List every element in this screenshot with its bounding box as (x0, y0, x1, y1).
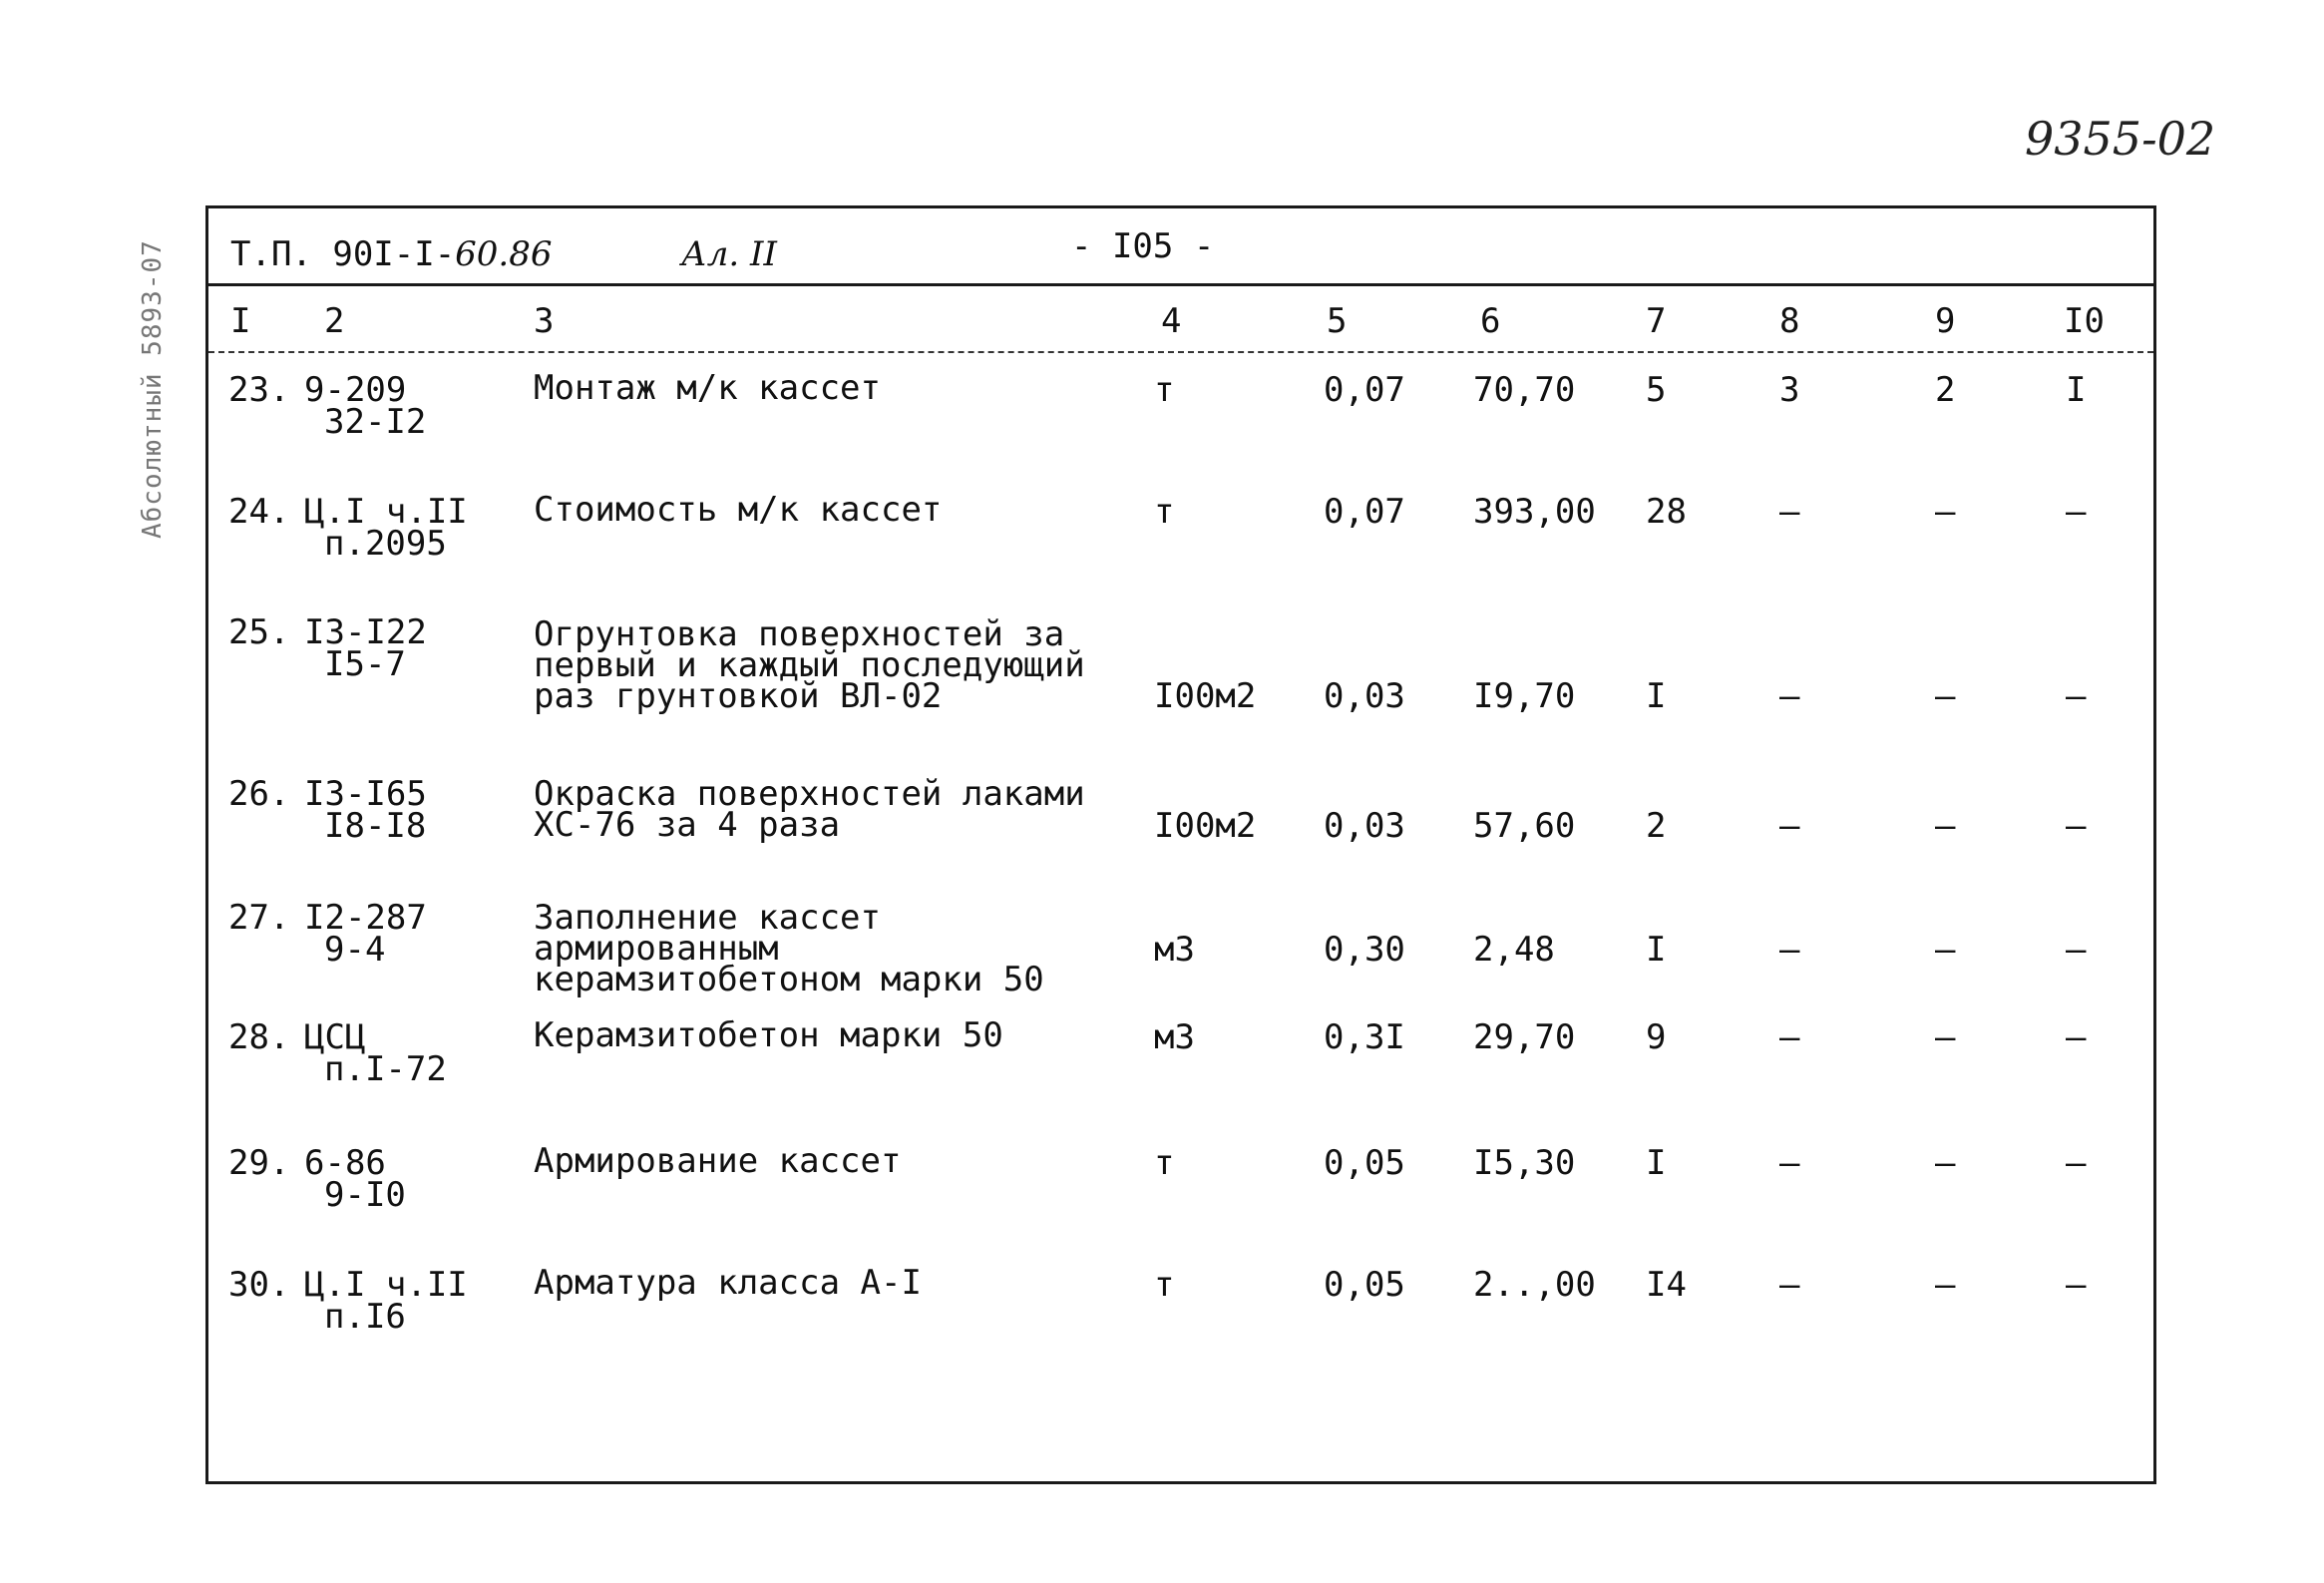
column-10-value: – (2066, 1265, 2087, 1305)
column-8-value: – (1779, 492, 1800, 532)
norm-subcode: I8-I8 (324, 806, 427, 846)
column-10-value: – (2066, 676, 2087, 716)
column-8-value: – (1779, 806, 1800, 846)
row-number: 24. (228, 492, 290, 532)
sheet-header (208, 208, 2153, 286)
column-9-value: – (1935, 806, 1956, 846)
margin-stamp (138, 219, 197, 579)
column-header: 4 (1161, 301, 1182, 341)
unit-price: I5,30 (1473, 1143, 1576, 1183)
column-header: 2 (324, 301, 345, 341)
unit-price: 29,70 (1473, 1017, 1576, 1057)
column-8-value: – (1779, 1265, 1800, 1305)
column-10-value: – (2066, 1143, 2087, 1183)
total-cost: I (1646, 676, 1667, 716)
column-8-value: – (1779, 1017, 1800, 1057)
row-number: 30. (228, 1265, 290, 1305)
norm-code: I2-287 (304, 898, 427, 938)
column-8-value: – (1779, 676, 1800, 716)
project-code-prefix: Т.П. 90І-І- (230, 234, 456, 274)
unit: т (1154, 1265, 1175, 1305)
column-10-value: – (2066, 492, 2087, 532)
unit-price: 2,48 (1473, 930, 1555, 970)
quantity: 0,3I (1324, 1017, 1405, 1057)
work-name: Стоимость м/к кассет (534, 490, 943, 530)
column-9-value: – (1935, 1143, 1956, 1183)
estimate-table-frame (205, 205, 2156, 1484)
column-9-value: 2 (1935, 370, 1956, 410)
column-header: 3 (534, 301, 555, 341)
column-header: 8 (1779, 301, 1800, 341)
row-number: 27. (228, 898, 290, 938)
unit: I00м2 (1154, 676, 1257, 716)
quantity: 0,07 (1324, 370, 1405, 410)
column-header: 9 (1935, 301, 1956, 341)
row-number: 25. (228, 612, 290, 652)
quantity: 0,30 (1324, 930, 1405, 970)
total-cost: I (1646, 930, 1667, 970)
norm-subcode: I5-7 (324, 644, 406, 684)
document-number: 9355-02 (2025, 112, 2216, 166)
row-number: 26. (228, 774, 290, 814)
column-8-value: 3 (1779, 370, 1800, 410)
norm-subcode: п.I-72 (324, 1049, 447, 1089)
unit: м3 (1154, 930, 1195, 970)
unit-price: 2..,00 (1473, 1265, 1596, 1305)
quantity: 0,03 (1324, 676, 1405, 716)
album-label: Ал. II (681, 234, 777, 274)
column-9-value: – (1935, 492, 1956, 532)
norm-subcode: п.2095 (324, 524, 447, 564)
unit-price: 70,70 (1473, 370, 1576, 410)
norm-subcode: 9-4 (324, 930, 386, 970)
total-cost: 28 (1646, 492, 1687, 532)
work-name: Заполнение кассет армированным керамзитобетоном марки 50 (534, 898, 1044, 999)
work-name: Арматура класса А-I (534, 1263, 922, 1303)
quantity: 0,07 (1324, 492, 1405, 532)
margin-stamp-text: Абсолютный 5893-07 (138, 239, 168, 539)
unit-price: I9,70 (1473, 676, 1576, 716)
work-name: Окраска поверхностей лаками ХС-76 за 4 раза (534, 774, 1085, 845)
row-number: 29. (228, 1143, 290, 1183)
total-cost: 2 (1646, 806, 1667, 846)
total-cost: I (1646, 1143, 1667, 1183)
column-9-value: – (1935, 676, 1956, 716)
norm-code: Ц.I ч.II (304, 1265, 468, 1305)
norm-code: 6-86 (304, 1143, 386, 1183)
page-number: - I05 - (1071, 226, 1215, 266)
work-name: Монтаж м/к кассет (534, 368, 881, 408)
column-10-value: – (2066, 806, 2087, 846)
unit: т (1154, 492, 1175, 532)
column-10-value: – (2066, 930, 2087, 970)
column-8-value: – (1779, 1143, 1800, 1183)
column-8-value: – (1779, 930, 1800, 970)
norm-code: Ц.I ч.II (304, 492, 468, 532)
quantity: 0,05 (1324, 1143, 1405, 1183)
column-header: 6 (1480, 301, 1501, 341)
row-number: 28. (228, 1017, 290, 1057)
row-number: 23. (228, 370, 290, 410)
norm-code: I3-I22 (304, 612, 427, 652)
column-header: I (230, 301, 251, 341)
norm-code: 9-209 (304, 370, 407, 410)
unit-price: 57,60 (1473, 806, 1576, 846)
unit: т (1154, 370, 1175, 410)
column-9-value: – (1935, 930, 1956, 970)
norm-code: I3-I65 (304, 774, 427, 814)
total-cost: I4 (1646, 1265, 1687, 1305)
column-header: 7 (1646, 301, 1667, 341)
quantity: 0,05 (1324, 1265, 1405, 1305)
unit: м3 (1154, 1017, 1195, 1057)
norm-subcode: 32-I2 (324, 402, 427, 442)
column-10-value: – (2066, 1017, 2087, 1057)
total-cost: 9 (1646, 1017, 1667, 1057)
total-cost: 5 (1646, 370, 1667, 410)
project-code-suffix: 60.86 (455, 234, 553, 274)
column-9-value: – (1935, 1017, 1956, 1057)
work-name: Керамзитобетон марки 50 (534, 1015, 1003, 1055)
column-10-value: I (2066, 370, 2087, 410)
norm-subcode: п.I6 (324, 1297, 406, 1337)
work-name: Армирование кассет (534, 1141, 902, 1181)
quantity: 0,03 (1324, 806, 1405, 846)
work-name: Огрунтовка поверхностей за первый и каждый последующий раз грунтовкой ВЛ-02 (534, 614, 1085, 716)
column-header: I0 (2064, 301, 2105, 341)
unit: I00м2 (1154, 806, 1257, 846)
unit-price: 393,00 (1473, 492, 1596, 532)
unit: т (1154, 1143, 1175, 1183)
column-9-value: – (1935, 1265, 1956, 1305)
project-code (230, 234, 553, 274)
column-number-row (208, 285, 2153, 353)
norm-subcode: 9-I0 (324, 1175, 406, 1215)
norm-code: ЦСЦ (304, 1017, 366, 1057)
column-header: 5 (1327, 301, 1348, 341)
